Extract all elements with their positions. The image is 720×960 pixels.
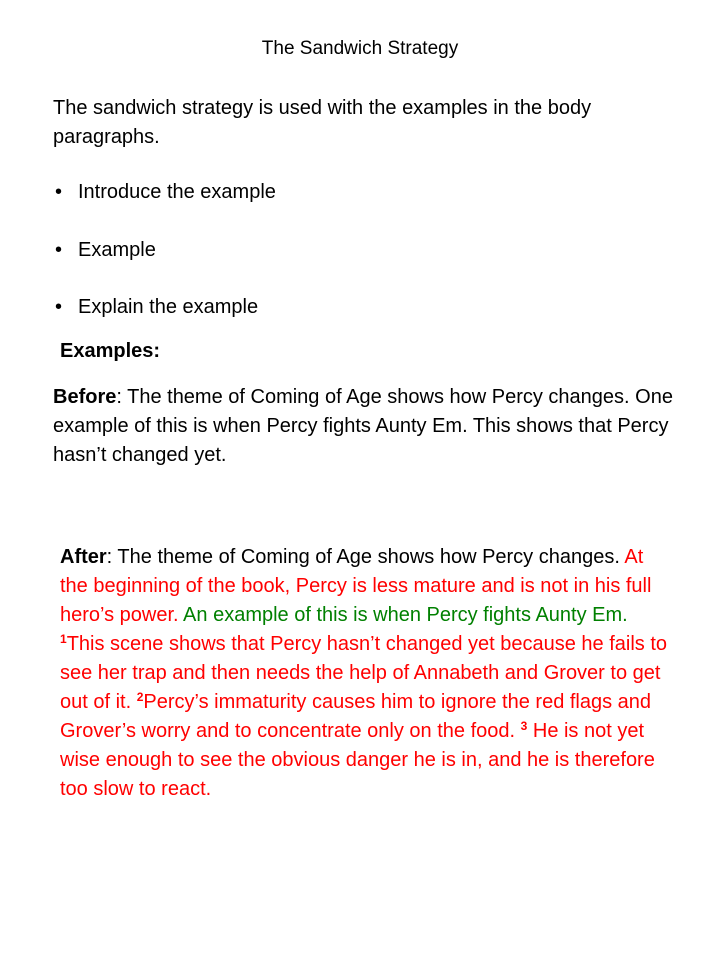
list-item-text: Explain the example: [78, 296, 259, 318]
footnote-marker: 2: [136, 690, 144, 704]
after-paragraph: [60, 543, 672, 804]
bullet-icon: •: [55, 238, 63, 261]
intro-paragraph: The sandwich strategy is used with the examples in the body paragraphs.: [53, 97, 592, 148]
list-item: [53, 236, 673, 294]
strategy-list: [53, 178, 673, 351]
footnote-marker: 1: [60, 632, 67, 646]
after-label: After: [60, 546, 107, 568]
after-explanation: Percy’s immaturity causes him to ignore the red flags and Grover’s worry and to concentrate only on the food.: [60, 691, 652, 742]
after-explanation: This scene shows that Percy hasn’t changed yet because he fails to see her trap and then needs the help of Annabeth and Grover to get out of it.: [60, 633, 668, 713]
after-explanation: He is not yet wise enough to see the obvious danger he is in, and he is therefore too slow to react.: [60, 720, 655, 800]
bullet-icon: •: [55, 181, 63, 203]
before-label: Before: [53, 386, 117, 408]
page-title: The Sandwich Strategy: [261, 38, 459, 59]
after-intro: : The theme of Coming of Age shows how Percy changes.: [106, 546, 625, 568]
footnote-marker: 3: [520, 719, 528, 733]
list-item: [53, 178, 673, 236]
after-example-sentence: An example of this is when Percy fights Aunty Em.: [183, 604, 628, 626]
list-item-text: Example: [78, 238, 156, 261]
examples-heading: Examples:: [60, 340, 161, 362]
before-text: : The theme of Coming of Age shows how Percy changes. One example of this is when Percy fights Aunty Em. This shows that Percy hasn’t changed yet.: [53, 386, 673, 466]
bullet-icon: •: [55, 296, 63, 318]
after-topic-sentence: At the beginning of the book, Percy is less mature and is not in his full hero’s power.: [60, 546, 652, 626]
list-item-text: Introduce the example: [78, 181, 276, 203]
before-paragraph: [53, 383, 678, 470]
